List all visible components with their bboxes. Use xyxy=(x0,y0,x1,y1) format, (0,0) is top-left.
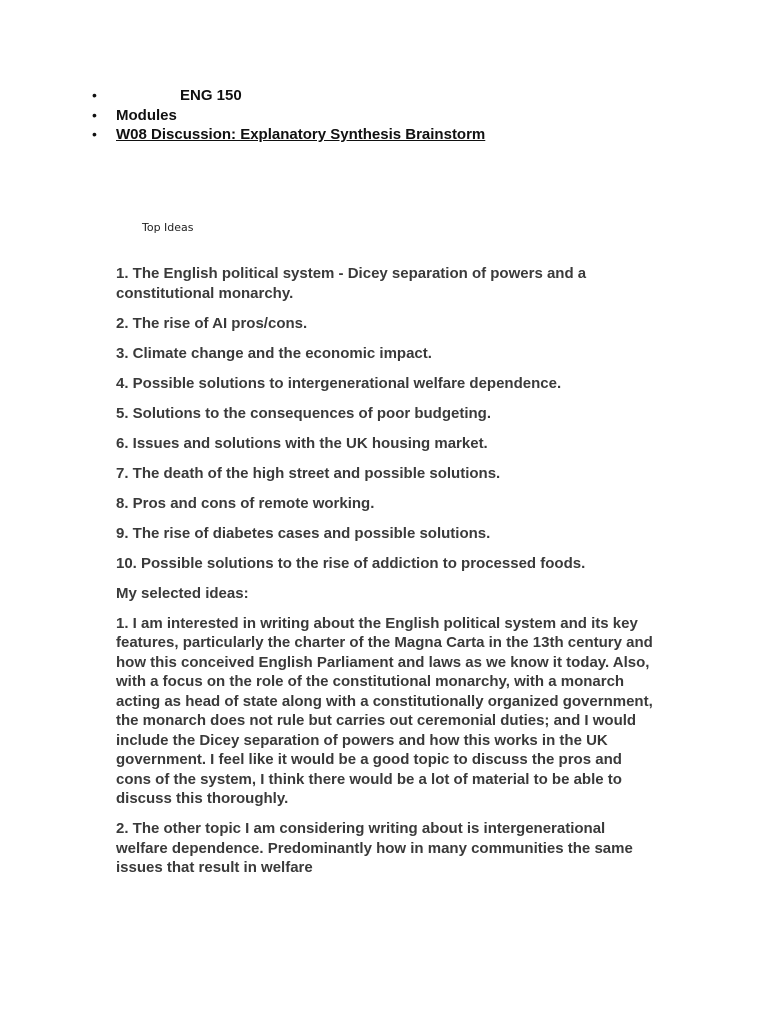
breadcrumb-item-course[interactable] xyxy=(90,86,485,106)
document-body xyxy=(116,264,656,888)
idea-item: 3. Climate change and the economic impact. xyxy=(116,344,432,362)
bullet-icon: • xyxy=(92,126,97,142)
selected-idea-paragraph: 2. The other topic I am considering writing about is intergenerational welfare dependence. Predominantly how in many communities the same issues that result in welfare xyxy=(116,820,633,876)
image-caption: Top Ideas xyxy=(142,221,194,234)
modules-link[interactable]: Modules xyxy=(116,106,177,124)
discussion-link[interactable]: W08 Discussion: Explanatory Synthesis Brainstorm xyxy=(116,126,486,143)
selected-ideas-heading: My selected ideas: xyxy=(116,584,249,602)
idea-item: 1. The English political system - Dicey separation of powers and a constitutional monarchy. xyxy=(116,265,587,302)
idea-item: 2. The rise of AI pros/cons. xyxy=(116,314,308,332)
idea-item: 9. The rise of diabetes cases and possible solutions. xyxy=(116,524,491,542)
idea-item: 10. Possible solutions to the rise of addiction to processed foods. xyxy=(116,554,586,572)
selected-idea-paragraph: 1. I am interested in writing about the English political system and its key features, particularly the charter of the Magna Carta in the 13th century and how this conceived English Parliament and laws as we know it today. Also, with a focus on the role of the constitutional monarchy, with a monarch acting as head of state along with a constitutionally organized government, the monarch does not rule but carries out ceremonial duties; and I would include the Dicey separation of powers and how this works in the UK government. I feel like it would be a good topic to discuss the pros and cons of the system, I think there would be a lot of material to be able to discuss this thoroughly. xyxy=(116,614,653,807)
idea-item: 7. The death of the high street and possible solutions. xyxy=(116,464,501,482)
idea-item: 4. Possible solutions to intergenerational welfare dependence. xyxy=(116,374,562,392)
bullet-icon: • xyxy=(92,106,97,123)
bullet-icon: • xyxy=(92,87,97,103)
breadcrumb-item-modules[interactable] xyxy=(90,106,485,126)
breadcrumb xyxy=(90,86,485,145)
breadcrumb-item-discussion[interactable] xyxy=(90,125,485,145)
idea-item: 5. Solutions to the consequences of poor budgeting. xyxy=(116,404,492,422)
idea-item: 8. Pros and cons of remote working. xyxy=(116,494,375,512)
idea-item: 6. Issues and solutions with the UK housing market. xyxy=(116,434,488,452)
course-title[interactable]: ENG 150 xyxy=(180,87,242,104)
